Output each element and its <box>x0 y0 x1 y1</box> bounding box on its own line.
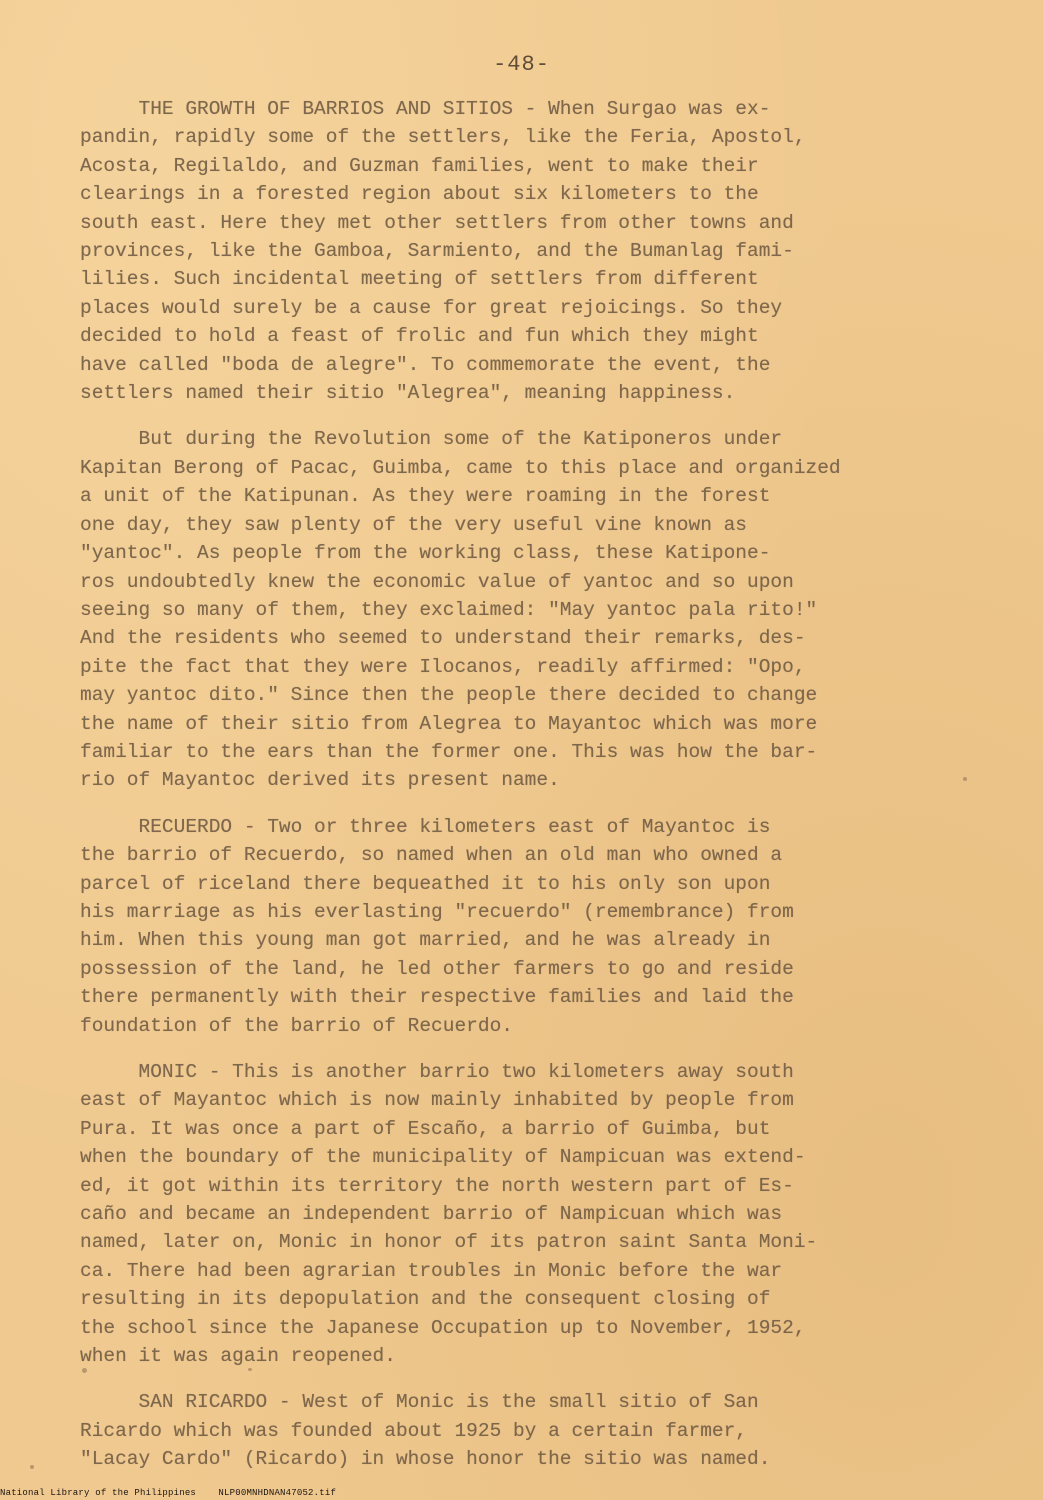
text-line: pite the fact that they were Ilocanos, readily affirmed: "Opo, <box>80 655 806 678</box>
text-line: him. When this young man got married, and he was already in <box>80 929 771 952</box>
text-line: the name of their sitio from Alegrea to Mayantoc which was more <box>80 712 818 735</box>
text-line: ca. There had been agrarian troubles in Monic before the war <box>80 1259 783 1282</box>
paragraph-monic <box>80 1058 975 1370</box>
text-line: seeing so many of them, they exclaimed: "May yantoc pala rito!" <box>80 598 818 621</box>
text-line: parcel of riceland there bequeathed it to his only son upon <box>80 872 771 895</box>
text-line: Kapitan Berong of Pacac, Guimba, came to this place and organized <box>80 456 841 479</box>
text-line: resulting in its depopulation and the consequent closing of <box>80 1288 771 1311</box>
text-line: places would surely be a cause for great rejoicings. So they <box>80 296 783 319</box>
text-line: the barrio of Recuerdo, so named when an old man who owned a <box>80 844 783 867</box>
text-line: a unit of the Katipunan. As they were roaming in the forest <box>80 485 771 508</box>
text-line: "Lacay Cardo" (Ricardo) in whose honor the sitio was named. <box>80 1448 771 1471</box>
text-line: named, later on, Monic in honor of its patron saint Santa Moni- <box>80 1231 818 1254</box>
text-line: when the boundary of the municipality of Nampicuan was extend- <box>80 1146 806 1169</box>
paragraph-revolution-mayantoc <box>80 425 975 794</box>
text-line: SAN RICARDO - West of Monic is the small sitio of San <box>80 1391 759 1414</box>
text-line: RECUERDO - Two or three kilometers east of Mayantoc is <box>80 815 771 838</box>
paper-speck <box>248 1368 252 1371</box>
page-number: -48- <box>493 52 550 77</box>
text-line: there permanently with their respective families and laid the <box>80 986 794 1009</box>
paragraph-growth-of-barrios <box>80 95 975 407</box>
paper-speck <box>30 1465 34 1469</box>
text-line: Pura. It was once a part of Escaño, a barrio of Guimba, but <box>80 1117 771 1140</box>
text-line: east of Mayantoc which is now mainly inhabited by people from <box>80 1089 794 1112</box>
text-line: clearings in a forested region about six kilometers to the <box>80 183 759 206</box>
text-line: pandin, rapidly some of the settlers, like the Feria, Apostol, <box>80 126 806 149</box>
text-line: ed, it got within its territory the north western part of Es- <box>80 1174 794 1197</box>
text-line: provinces, like the Gamboa, Sarmiento, and the Bumanlag fami- <box>80 240 794 263</box>
text-line: rio of Mayantoc derived its present name. <box>80 769 560 792</box>
paragraph-san-ricardo <box>80 1388 975 1473</box>
text-line: caño and became an independent barrio of Nampicuan which was <box>80 1203 783 1226</box>
text-line: MONIC - This is another barrio two kilometers away south <box>80 1061 794 1083</box>
text-line: Acosta, Regilaldo, and Guzman families, went to make their <box>80 154 759 177</box>
text-line: ros undoubtedly knew the economic value of yantoc and so upon <box>80 570 794 593</box>
text-line: one day, they saw plenty of the very useful vine known as <box>80 513 748 536</box>
text-line: But during the Revolution some of the Katiponeros under <box>80 428 783 451</box>
text-line: lilies. Such incidental meeting of settlers from different <box>80 268 759 291</box>
text-line: decided to hold a feast of frolic and fun which they might <box>80 325 759 348</box>
text-line: Ricardo which was founded about 1925 by a certain farmer, <box>80 1419 748 1442</box>
document-body <box>80 95 975 1492</box>
text-line: his marriage as his everlasting "recuerdo" (remembrance) from <box>80 900 794 923</box>
text-line: familiar to the ears than the former one. This was how the bar- <box>80 740 818 763</box>
text-line: when it was again reopened. <box>80 1345 396 1368</box>
text-line: have called "boda de alegre". To commemorate the event, the <box>80 353 771 376</box>
text-line: south east. Here they met other settlers from other towns and <box>80 211 794 234</box>
text-line: THE GROWTH OF BARRIOS AND SITIOS - When Surgao was ex- <box>80 98 771 120</box>
archive-footer: National Library of the Philippines NLP00MNHDNAN47052.tif <box>0 1488 337 1498</box>
text-line: the school since the Japanese Occupation up to November, 1952, <box>80 1316 806 1339</box>
text-line: may yantoc dito." Since then the people there decided to change <box>80 684 818 707</box>
text-line: And the residents who seemed to understand their remarks, des- <box>80 627 806 650</box>
text-line: "yantoc". As people from the working class, these Katipone- <box>80 542 771 565</box>
text-line: possession of the land, he led other farmers to go and reside <box>80 957 794 980</box>
text-line: settlers named their sitio "Alegrea", meaning happiness. <box>80 382 736 405</box>
paper-speck <box>963 777 967 781</box>
text-line: foundation of the barrio of Recuerdo. <box>80 1014 513 1037</box>
paper-speck <box>82 1368 87 1373</box>
paragraph-recuerdo <box>80 813 975 1040</box>
